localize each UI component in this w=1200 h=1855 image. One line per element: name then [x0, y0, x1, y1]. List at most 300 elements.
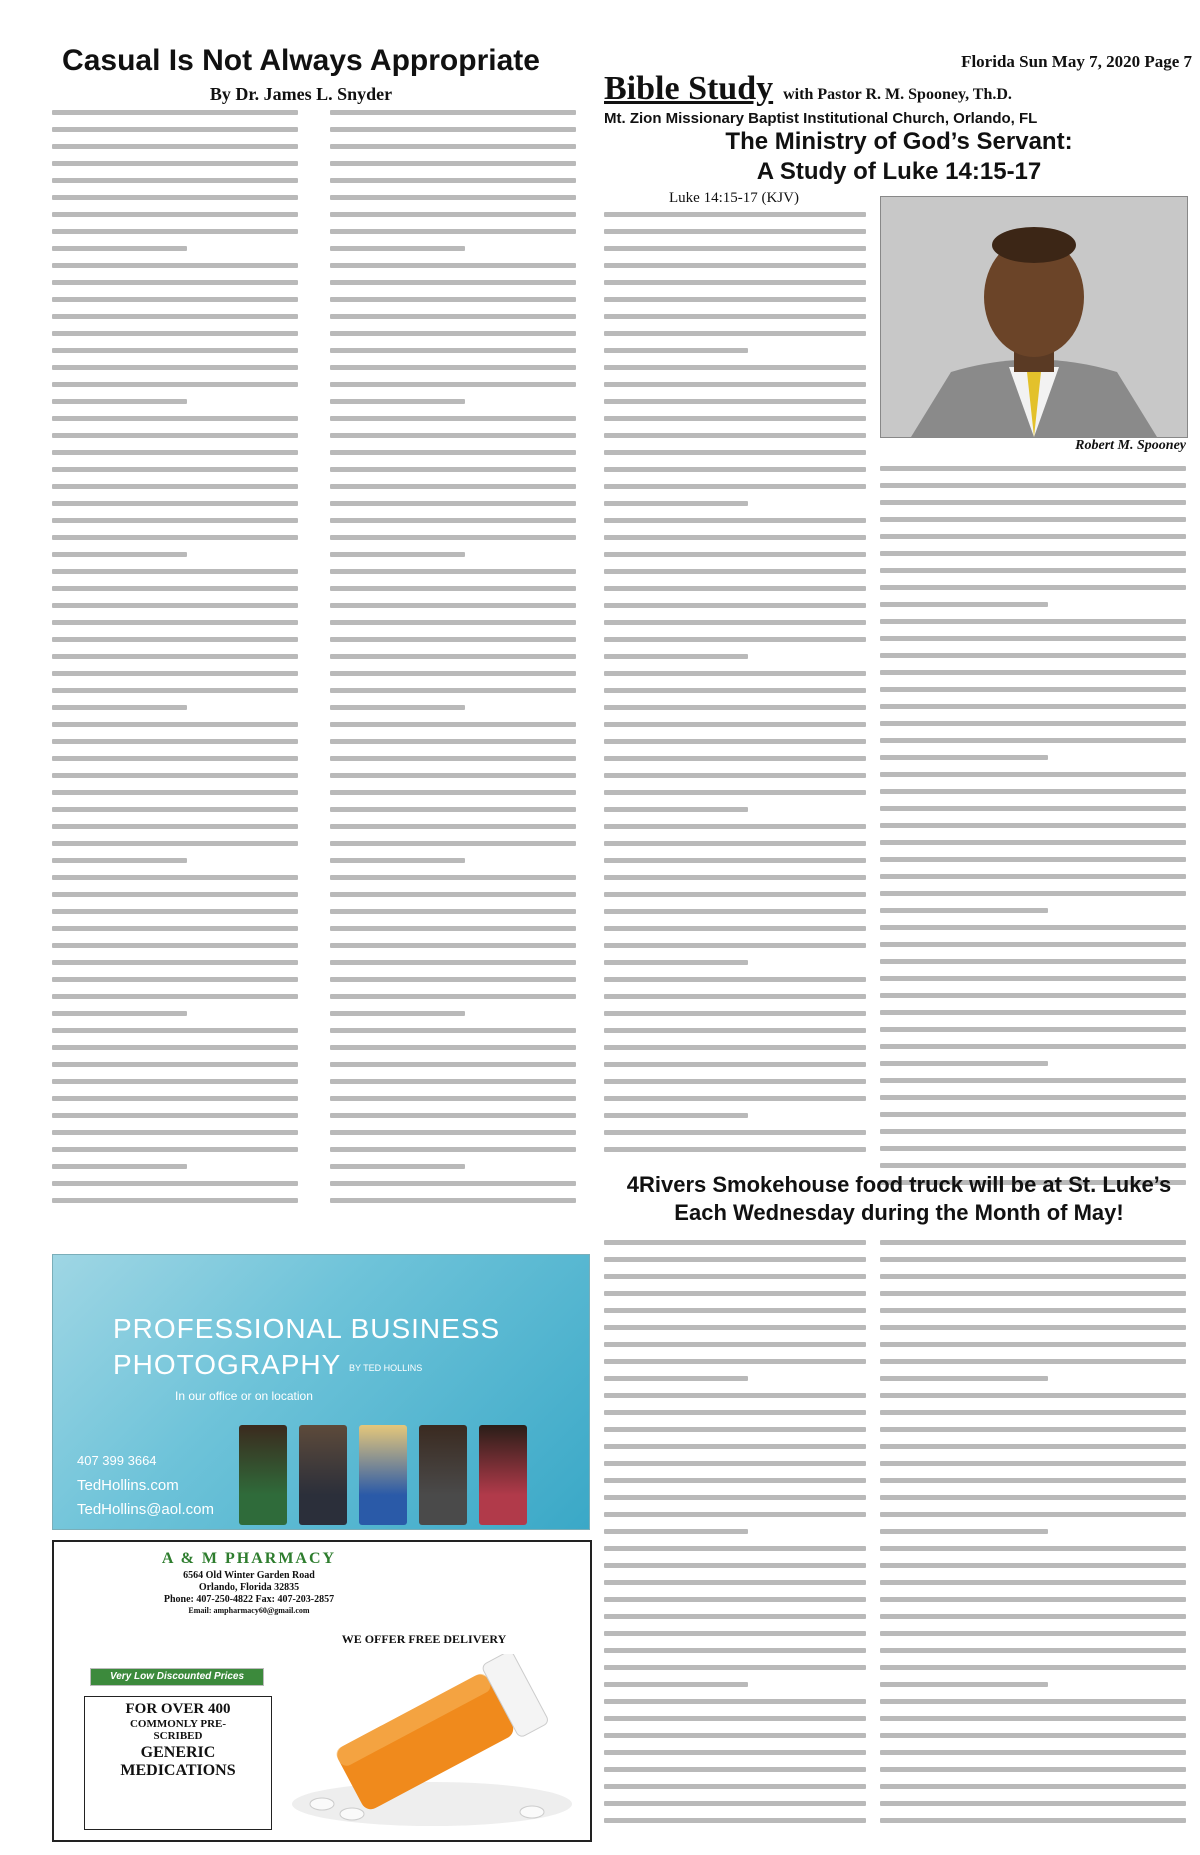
text-line: [330, 892, 576, 897]
text-line: [52, 348, 298, 353]
pharmacy-address1: 6564 Old Winter Garden Road: [183, 1570, 315, 1581]
text-line: [52, 501, 298, 506]
text-line: [604, 1801, 866, 1806]
text-line: [52, 263, 298, 268]
headshot-3: [359, 1425, 407, 1525]
text-line: [330, 688, 576, 693]
text-line: [330, 484, 576, 489]
text-line: [604, 637, 866, 642]
text-line: [330, 297, 576, 302]
text-line: [880, 891, 1186, 896]
text-line: [330, 365, 576, 370]
text-line: [604, 1665, 866, 1670]
text-line: [52, 722, 298, 727]
text-line: [330, 756, 576, 761]
text-line: [880, 1818, 1186, 1823]
text-line: [604, 1045, 866, 1050]
text-line: [330, 1113, 576, 1118]
text-line: [604, 297, 866, 302]
text-line: [330, 603, 576, 608]
text-line: [330, 1011, 465, 1016]
text-line: [52, 484, 298, 489]
text-line: [52, 399, 187, 404]
text-line: [330, 263, 576, 268]
text-line: [330, 1062, 576, 1067]
text-line: [604, 212, 866, 217]
text-line: [52, 739, 298, 744]
text-line: [604, 739, 866, 744]
text-line: [52, 807, 298, 812]
text-line: [330, 1164, 465, 1169]
text-line: [880, 653, 1186, 658]
text-line: [880, 1257, 1186, 1262]
text-line: [604, 1631, 866, 1636]
text-line: [604, 790, 866, 795]
text-line: [880, 534, 1186, 539]
photography-ad: [52, 1254, 590, 1530]
text-line: [330, 807, 576, 812]
text-line: [604, 365, 866, 370]
text-line: [880, 1308, 1186, 1313]
text-line: [604, 1733, 866, 1738]
text-line: [880, 1078, 1186, 1083]
text-line: [52, 1096, 298, 1101]
headshot-4: [419, 1425, 467, 1525]
box-line-3: SCRIBED: [153, 1730, 203, 1742]
article-byline: By Dr. James L. Snyder: [209, 84, 393, 104]
text-line: [330, 144, 576, 149]
text-line: [880, 517, 1186, 522]
text-line: [880, 687, 1186, 692]
text-line: [604, 875, 866, 880]
text-line: [330, 569, 576, 574]
text-line: [604, 994, 866, 999]
text-line: [52, 314, 298, 319]
text-line: [604, 977, 866, 982]
text-line: [52, 637, 298, 642]
text-line: [604, 1308, 866, 1313]
text-line: [880, 500, 1186, 505]
text-line: [880, 789, 1186, 794]
text-line: [880, 1027, 1186, 1032]
text-line: [330, 433, 576, 438]
text-line: [52, 1045, 298, 1050]
text-line: [52, 331, 298, 336]
text-line: [52, 450, 298, 455]
text-line: [880, 1478, 1186, 1483]
pharmacy-email: Email: ampharmacy60@gmail.com: [188, 1606, 310, 1615]
text-line: [880, 1512, 1186, 1517]
text-line: [880, 1342, 1186, 1347]
text-line: [880, 908, 1048, 913]
text-line: [52, 110, 298, 115]
text-line: [880, 1291, 1186, 1296]
food-truck-headline-1: 4Rivers Smokehouse food truck will be at St. Luke’s: [626, 1172, 1172, 1197]
text-line: [604, 467, 866, 472]
pastor-photo: [880, 196, 1188, 438]
text-line: [880, 1631, 1186, 1636]
text-line: [880, 1325, 1186, 1330]
text-line: [880, 551, 1186, 556]
text-line: [330, 909, 576, 914]
text-line: [604, 1359, 866, 1364]
text-line: [330, 518, 576, 523]
text-line: [52, 1062, 298, 1067]
text-line: [880, 1240, 1186, 1245]
text-line: [880, 1376, 1048, 1381]
photo-ad-web: TedHollins.com: [77, 1477, 179, 1494]
pharmacy-ad: [52, 1540, 592, 1842]
text-line: [52, 433, 298, 438]
text-line: [880, 602, 1048, 607]
text-line: [880, 1444, 1186, 1449]
text-line: [604, 1274, 866, 1279]
text-line: [880, 1146, 1186, 1151]
text-line: [880, 1733, 1186, 1738]
headshot-2: [299, 1425, 347, 1525]
text-line: [604, 586, 866, 591]
text-line: [52, 144, 298, 149]
text-line: [880, 772, 1186, 777]
text-line: [330, 280, 576, 285]
text-line: [330, 1147, 576, 1152]
text-line: [604, 1376, 748, 1381]
text-line: [604, 1410, 866, 1415]
text-line: [604, 518, 866, 523]
text-line: [604, 382, 866, 387]
text-line: [604, 399, 866, 404]
text-line: [52, 365, 298, 370]
text-line: [330, 1028, 576, 1033]
text-line: [604, 1614, 866, 1619]
text-line: [604, 1291, 866, 1296]
text-line: [52, 824, 298, 829]
box-line-2: COMMONLY PRE-: [129, 1718, 227, 1730]
text-line: [604, 1767, 866, 1772]
text-line: [604, 1461, 866, 1466]
text-line: [52, 1079, 298, 1084]
text-line: [330, 535, 576, 540]
text-line: [604, 1818, 866, 1823]
text-line: [330, 552, 465, 557]
text-line: [604, 722, 866, 727]
text-line: [880, 1163, 1186, 1168]
text-line: [604, 756, 866, 761]
text-line: [604, 1648, 866, 1653]
text-line: [52, 178, 298, 183]
text-line: [52, 382, 298, 387]
food-truck-headline-2: Each Wednesday during the Month of May!: [674, 1200, 1124, 1225]
text-line: [604, 1257, 866, 1262]
text-line: [52, 1011, 187, 1016]
text-line: [604, 960, 748, 965]
text-line: [880, 1359, 1186, 1364]
text-line: [604, 229, 866, 234]
text-line: [52, 518, 298, 523]
text-line: [604, 671, 866, 676]
text-line: [52, 654, 298, 659]
text-line: [52, 943, 298, 948]
text-line: [880, 1427, 1186, 1432]
text-line: [330, 1181, 576, 1186]
text-line: [604, 654, 748, 659]
medications-box: [84, 1696, 272, 1830]
text-line: [52, 1130, 298, 1135]
text-line: [880, 738, 1186, 743]
text-line: [604, 1716, 866, 1721]
text-line: [52, 127, 298, 132]
text-line: [604, 1699, 866, 1704]
text-line: [330, 161, 576, 166]
text-line: [330, 195, 576, 200]
text-line: [880, 1546, 1186, 1551]
text-line: [330, 416, 576, 421]
text-line: [330, 127, 576, 132]
text-line: [52, 416, 298, 421]
text-line: [604, 1062, 866, 1067]
text-line: [52, 297, 298, 302]
text-line: [880, 857, 1186, 862]
text-line: [330, 246, 465, 251]
text-line: [52, 909, 298, 914]
pharmacy-address2: Orlando, Florida 32835: [198, 1582, 300, 1593]
text-line: [604, 620, 866, 625]
text-line: [880, 823, 1186, 828]
text-line: [880, 1010, 1186, 1015]
photo-ad-line2: PHOTOGRAPHY: [113, 1349, 342, 1380]
text-line: [880, 1461, 1186, 1466]
text-line: [604, 1342, 866, 1347]
text-line: [330, 1045, 576, 1050]
page-header: Florida Sun May 7, 2020 Page 7: [961, 52, 1192, 71]
scripture-reference: Luke 14:15-17 (KJV): [669, 190, 799, 206]
text-line: [604, 1130, 866, 1135]
text-line: [880, 1682, 1048, 1687]
text-line: [330, 841, 576, 846]
text-line: [330, 348, 576, 353]
text-line: [604, 688, 866, 693]
text-line: [880, 1410, 1186, 1415]
text-line: [52, 161, 298, 166]
text-line: [604, 705, 866, 710]
text-line: [52, 960, 298, 965]
text-line: [880, 636, 1186, 641]
text-line: [52, 705, 187, 710]
article-column-1: [52, 110, 298, 1215]
text-line: [330, 858, 465, 863]
text-line: [330, 637, 576, 642]
text-line: [330, 178, 576, 183]
text-line: [604, 348, 748, 353]
text-line: [604, 1784, 866, 1789]
text-line: [52, 756, 298, 761]
text-line: [52, 552, 187, 557]
text-line: [330, 705, 465, 710]
text-line: [52, 620, 298, 625]
text-line: [52, 773, 298, 778]
text-line: [604, 1546, 866, 1551]
text-line: [880, 1129, 1186, 1134]
text-line: [330, 824, 576, 829]
text-line: [330, 722, 576, 727]
food-truck-column-2: [880, 1240, 1186, 1835]
text-line: [330, 1096, 576, 1101]
text-line: [604, 841, 866, 846]
text-line: [604, 263, 866, 268]
text-line: [330, 467, 576, 472]
text-line: [604, 926, 866, 931]
photo-ad-sub: In our office or on location: [175, 1389, 313, 1403]
text-line: [880, 483, 1186, 488]
text-line: [604, 858, 866, 863]
photo-ad-phone: 407 399 3664: [77, 1453, 157, 1468]
text-line: [604, 1325, 866, 1330]
text-line: [52, 586, 298, 591]
article-title: Casual Is Not Always Appropriate: [62, 44, 540, 77]
text-line: [880, 942, 1186, 947]
text-line: [330, 399, 465, 404]
text-line: [604, 1444, 866, 1449]
text-line: [604, 1113, 748, 1118]
text-line: [52, 212, 298, 217]
text-line: [604, 1478, 866, 1483]
text-line: [604, 416, 866, 421]
box-line-1: FOR OVER 400: [125, 1701, 231, 1717]
text-line: [604, 314, 866, 319]
text-line: [880, 1784, 1186, 1789]
text-line: [52, 535, 298, 540]
text-line: [880, 806, 1186, 811]
text-line: [604, 1580, 866, 1585]
text-line: [52, 875, 298, 880]
text-line: [52, 994, 298, 999]
text-line: [880, 704, 1186, 709]
box-line-5: MEDICATIONS: [120, 1762, 236, 1779]
text-line: [330, 501, 576, 506]
text-line: [880, 1648, 1186, 1653]
text-line: [604, 433, 866, 438]
text-line: [880, 1801, 1186, 1806]
text-line: [880, 840, 1186, 845]
text-line: [880, 1044, 1186, 1049]
text-line: [330, 875, 576, 880]
food-truck-column-1: [604, 1240, 866, 1835]
photo-ad-by: BY TED HOLLINS: [349, 1363, 423, 1373]
text-line: [604, 1750, 866, 1755]
text-line: [604, 1240, 866, 1245]
text-line: [604, 484, 866, 489]
bible-study-label: Bible Study: [604, 70, 774, 107]
box-line-4: GENERIC: [140, 1744, 216, 1761]
headshot-1: [239, 1425, 287, 1525]
text-line: [52, 858, 187, 863]
text-line: [604, 909, 866, 914]
text-line: [52, 569, 298, 574]
text-line: [604, 1597, 866, 1602]
text-line: [52, 926, 298, 931]
bible-column-1: [604, 212, 866, 1164]
text-line: [604, 1147, 866, 1152]
text-line: [52, 1181, 298, 1186]
text-line: [330, 212, 576, 217]
bible-study-header: [604, 70, 1200, 108]
text-line: [604, 246, 866, 251]
text-line: [604, 1495, 866, 1500]
text-line: [880, 1529, 1048, 1534]
text-line: [880, 1767, 1186, 1772]
text-line: [330, 229, 576, 234]
text-line: [330, 1130, 576, 1135]
text-line: [604, 1028, 866, 1033]
text-line: [52, 671, 298, 676]
text-line: [52, 790, 298, 795]
text-line: [330, 994, 576, 999]
text-line: [880, 1393, 1186, 1398]
text-line: [880, 670, 1186, 675]
headshot-5: [479, 1425, 527, 1525]
text-line: [604, 450, 866, 455]
text-line: [604, 1512, 866, 1517]
text-line: [52, 1147, 298, 1152]
text-line: [604, 1682, 748, 1687]
text-line: [52, 1028, 298, 1033]
text-line: [604, 603, 866, 608]
text-line: [604, 943, 866, 948]
photo-ad-line1: PROFESSIONAL BUSINESS: [113, 1313, 501, 1344]
text-line: [330, 654, 576, 659]
text-line: [880, 1563, 1186, 1568]
text-line: [330, 1079, 576, 1084]
text-line: [880, 1112, 1186, 1117]
bible-column-2: [880, 466, 1186, 1197]
text-line: [604, 1529, 748, 1534]
text-line: [52, 195, 298, 200]
text-line: [880, 993, 1186, 998]
photo-caption: Robert M. Spooney: [1075, 438, 1186, 453]
text-line: [880, 1699, 1186, 1704]
text-line: [880, 568, 1186, 573]
text-line: [604, 773, 866, 778]
text-line: [330, 773, 576, 778]
study-title-2: A Study of Luke 14:15-17: [756, 158, 1042, 185]
text-line: [52, 892, 298, 897]
text-line: [330, 671, 576, 676]
text-line: [52, 1198, 298, 1203]
text-line: [604, 1393, 866, 1398]
text-line: [880, 1614, 1186, 1619]
text-line: [880, 1095, 1186, 1100]
text-line: [604, 824, 866, 829]
text-line: [604, 331, 866, 336]
bible-study-pastor: with Pastor R. M. Spooney, Th.D.: [783, 86, 1012, 103]
pharmacy-name: A & M PHARMACY: [161, 1550, 337, 1567]
text-line: [52, 688, 298, 693]
text-line: [52, 229, 298, 234]
text-line: [604, 1079, 866, 1084]
text-line: [604, 280, 866, 285]
text-line: [880, 925, 1186, 930]
text-line: [880, 1061, 1048, 1066]
photo-ad-email: TedHollins@aol.com: [77, 1501, 214, 1518]
text-line: [880, 1716, 1186, 1721]
text-line: [330, 943, 576, 948]
text-line: [330, 977, 576, 982]
text-line: [330, 790, 576, 795]
text-line: [52, 1113, 298, 1118]
text-line: [880, 1274, 1186, 1279]
text-line: [52, 280, 298, 285]
text-line: [880, 959, 1186, 964]
